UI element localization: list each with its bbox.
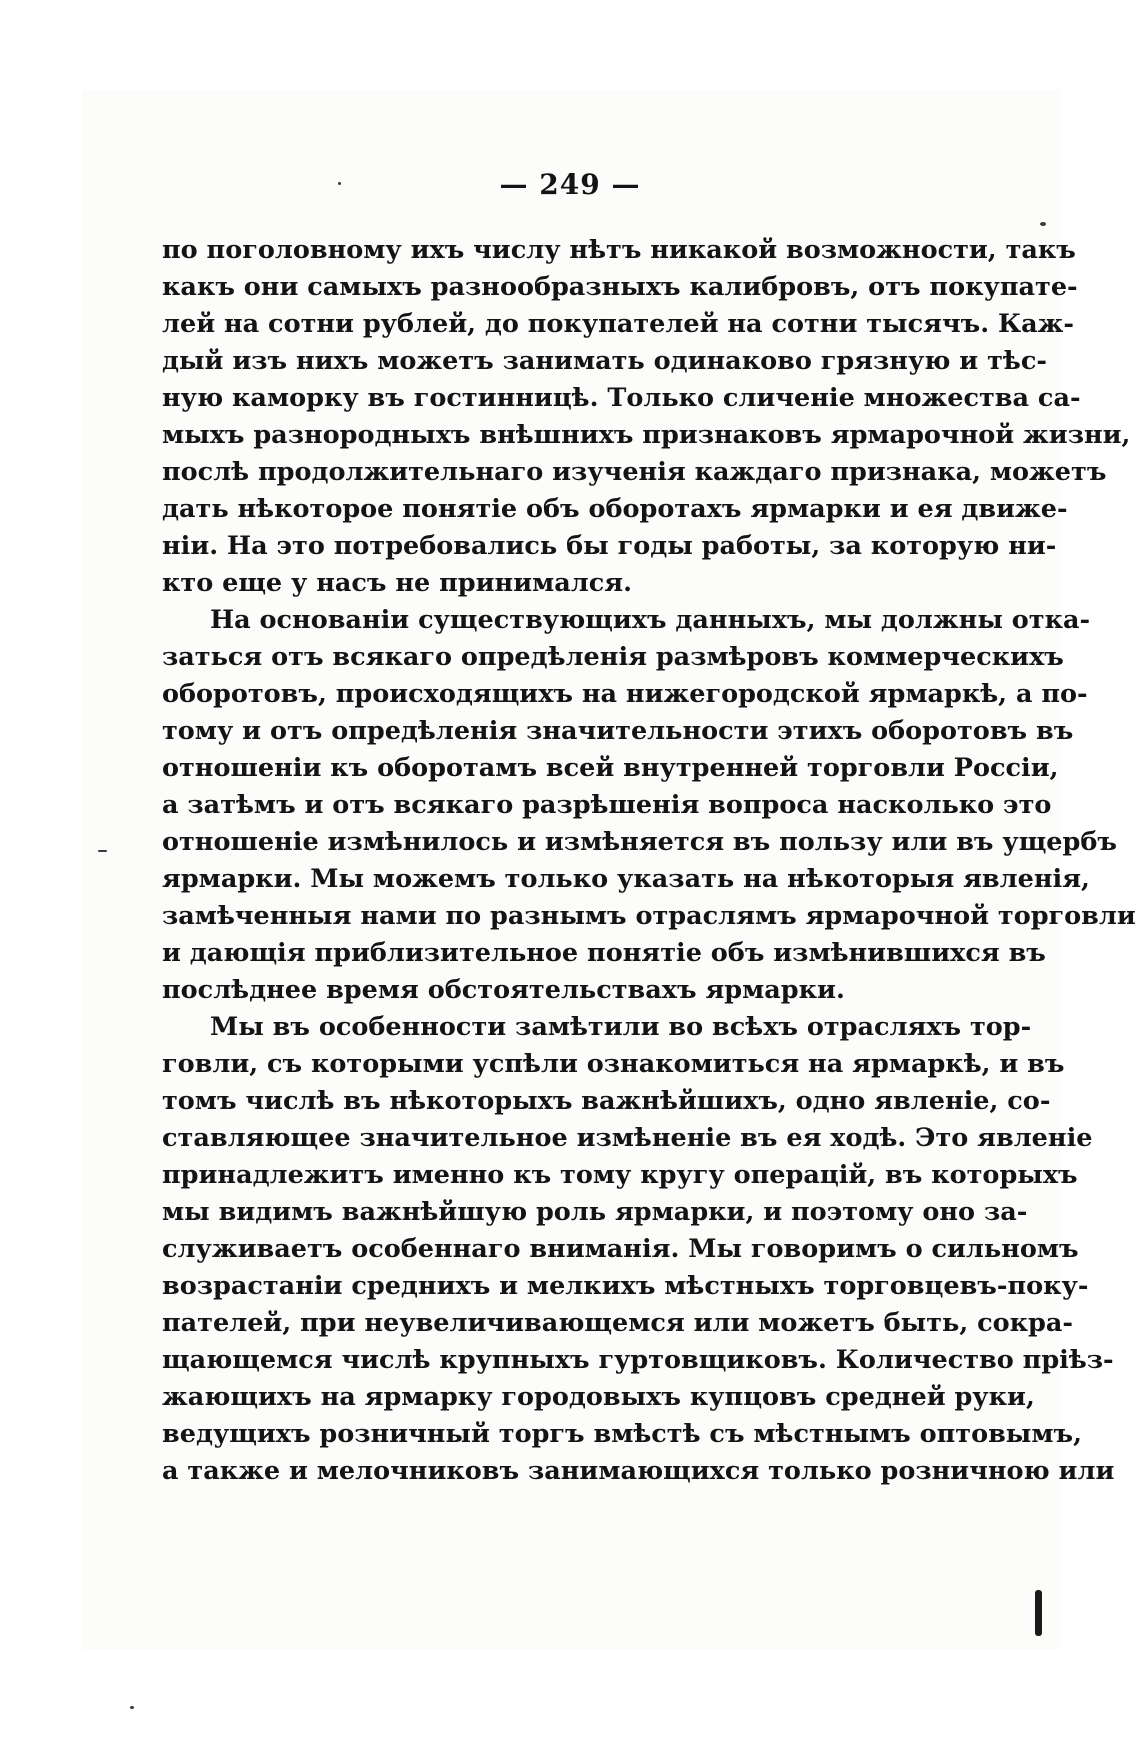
text-line: отношенiе измѣнилось и измѣняется въ пользу или въ ущербъ (162, 827, 1117, 857)
text-line: ную каморку въ гостинницѣ. Только сличенiе множества са- (162, 383, 1081, 413)
paragraph-end-line: послѣднее время обстоятельствахъ ярмарки. (162, 975, 845, 1005)
text-line: послѣ продолжительнаго изученiя каждаго признака, можетъ (162, 457, 1107, 487)
scan-speck (98, 850, 107, 852)
text-line: какъ они самыхъ разнообразныхъ калибровъ, отъ покупате- (162, 272, 1078, 302)
text-line: томъ числѣ въ нѣкоторыхъ важнѣйшихъ, одно явленiе, со- (162, 1086, 1051, 1116)
text-line: жающихъ на ярмарку городовыхъ купцовъ средней руки, (162, 1382, 1035, 1412)
text-line: оборотовъ, происходящихъ на нижегородской ярмаркѣ, а по- (162, 679, 1088, 709)
text-line: служиваетъ особеннаго вниманiя. Мы говоримъ о сильномъ (162, 1234, 1079, 1264)
text-line: щающемся числѣ крупныхъ гуртовщиковъ. Количество прiѣз- (162, 1345, 1114, 1375)
text-line: и дающiя приблизительное понятiе объ измѣнившихся въ (162, 938, 1046, 968)
text-line: нiи. На это потребовались бы годы работы, за которую ни- (162, 531, 1057, 561)
text-line: а затѣмъ и отъ всякаго разрѣшенiя вопроса насколько это (162, 790, 1052, 820)
paragraph-start-line: Мы въ особенности замѣтили во всѣхъ отрасляхъ тор- (210, 1012, 1032, 1042)
text-line: тому и отъ опредѣленiя значительности этихъ оборотовъ въ (162, 716, 1074, 746)
text-line: ведущихъ розничный торгъ вмѣстѣ съ мѣстнымъ оптовымъ, (162, 1419, 1082, 1449)
scan-speck (1040, 222, 1046, 226)
text-line: говли, съ которыми успѣли ознакомиться на ярмаркѣ, и въ (162, 1049, 1065, 1079)
text-line: отношенiи къ оборотамъ всей внутренней торговли Россiи, (162, 753, 1059, 783)
text-line: лей на сотни рублей, до покупателей на сотни тысячъ. Каж- (162, 309, 1074, 339)
scan-speck (1035, 1590, 1042, 1636)
text-line: пателей, при неувеличивающемся или можетъ быть, сокра- (162, 1308, 1073, 1338)
text-line: мы видимъ важнѣйшую роль ярмарки, и поэтому оно за- (162, 1197, 1028, 1227)
text-line: замѣченныя нами по разнымъ отраслямъ ярмарочной торговли (162, 901, 1136, 931)
text-line: по поголовному ихъ числу нѣтъ никакой возможности, такъ (162, 235, 1076, 265)
text-line: а также и мелочниковъ занимающихся только розничною или (162, 1456, 1115, 1486)
page-number: — 249 — (499, 168, 641, 201)
text-line: заться отъ всякаго опредѣленiя размѣровъ коммерческихъ (162, 642, 1064, 672)
text-line: ставляющее значительное измѣненiе въ ея ходѣ. Это явленiе (162, 1123, 1093, 1153)
text-line: возрастанiи среднихъ и мелкихъ мѣстныхъ торговцевъ-поку- (162, 1271, 1089, 1301)
text-line: мыхъ разнородныхъ внѣшнихъ признаковъ ярмарочной жизни, (162, 420, 1131, 450)
scan-speck (130, 1706, 134, 1709)
scan-speck (338, 182, 341, 185)
text-line: дый изъ нихъ можетъ занимать одинаково грязную и тѣс- (162, 346, 1047, 376)
text-line: ярмарки. Мы можемъ только указать на нѣкоторыя явленiя, (162, 864, 1090, 894)
paragraph-end-line: кто еще у насъ не принимался. (162, 568, 633, 598)
body-text (162, 232, 1136, 1490)
paragraph-start-line: На основанiи существующихъ данныхъ, мы должны отка- (210, 605, 1091, 635)
text-line: принадлежитъ именно къ тому кругу операцiй, въ которыхъ (162, 1160, 1078, 1190)
text-line: дать нѣкоторое понятiе объ оборотахъ ярмарки и ея движе- (162, 494, 1068, 524)
